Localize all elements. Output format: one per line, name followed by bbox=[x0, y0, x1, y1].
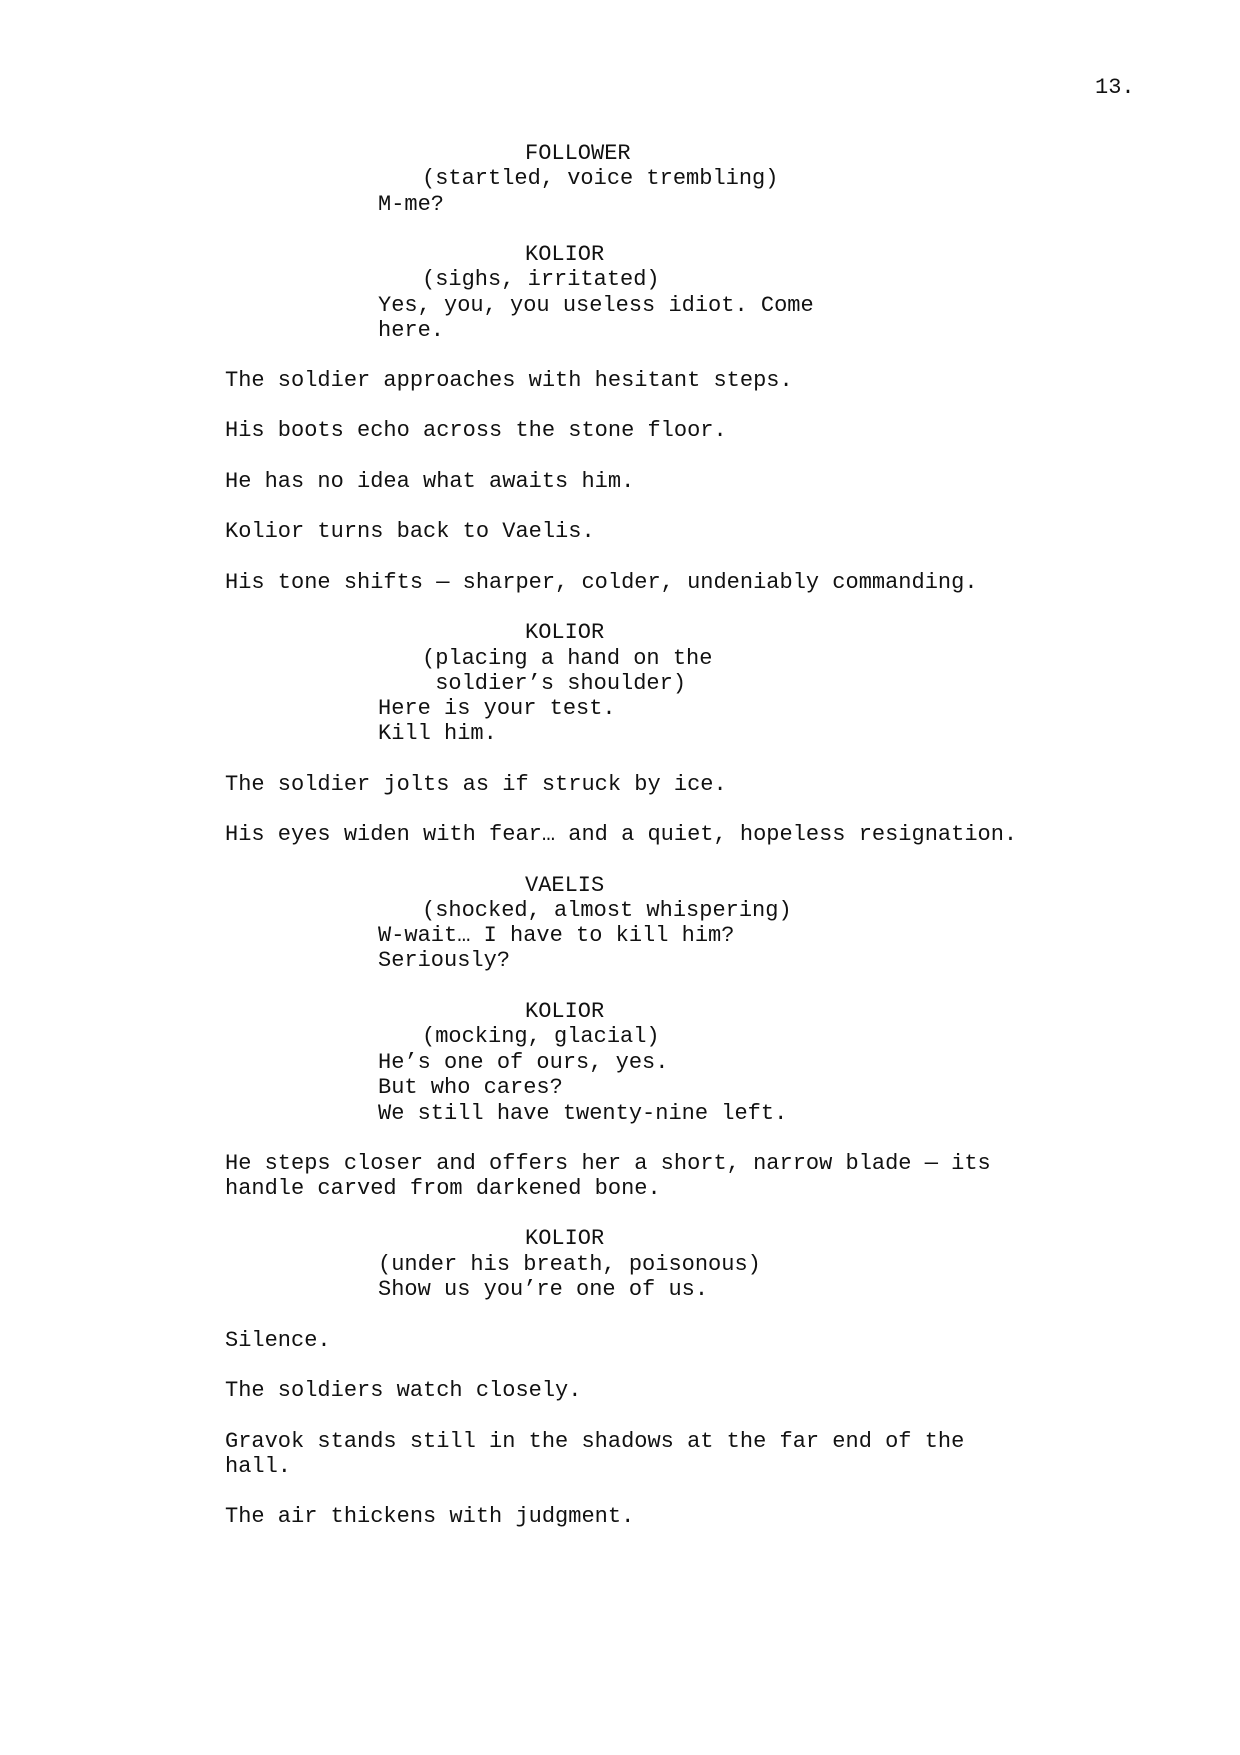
parenthetical-startled: (startled, voice trembling) bbox=[422, 166, 779, 191]
character-cue-kolior: KOLIOR bbox=[525, 999, 605, 1024]
action-eyes-widen: His eyes widen with fear… and a quiet, hopeless resignation. bbox=[225, 822, 1018, 847]
action-gravok-stands: Gravok stands still in the shadows at the far end of the hall. bbox=[225, 1429, 965, 1480]
action-silence: Silence. bbox=[225, 1328, 331, 1353]
parenthetical-under-breath: (under his breath, poisonous) bbox=[378, 1252, 761, 1277]
action-tone-shifts: His tone shifts — sharper, colder, undeniably commanding. bbox=[225, 570, 978, 595]
dialogue-kolior-one-of-ours: He’s one of ours, yes. But who cares? We still have twenty-nine left. bbox=[378, 1050, 788, 1126]
dialogue-vaelis-wait: W-wait… I have to kill him? Seriously? bbox=[378, 923, 735, 974]
parenthetical-mocking: (mocking, glacial) bbox=[422, 1024, 660, 1049]
character-cue-vaelis: VAELIS bbox=[525, 873, 605, 898]
character-cue-kolior: KOLIOR bbox=[525, 242, 605, 267]
action-offers-blade: He steps closer and offers her a short, narrow blade — its handle carved from darkened bone. bbox=[225, 1151, 991, 1202]
character-cue-follower: FOLLOWER bbox=[525, 141, 631, 166]
action-soldiers-watch: The soldiers watch closely. bbox=[225, 1378, 582, 1403]
action-soldier-jolts: The soldier jolts as if struck by ice. bbox=[225, 772, 727, 797]
dialogue-kolior-show-us: Show us you’re one of us. bbox=[378, 1277, 709, 1302]
dialogue-follower-me: M-me? bbox=[378, 192, 445, 217]
action-kolior-turns: Kolior turns back to Vaelis. bbox=[225, 519, 595, 544]
page-number: 13. bbox=[1095, 75, 1135, 100]
parenthetical-sighs: (sighs, irritated) bbox=[422, 267, 660, 292]
character-cue-kolior: KOLIOR bbox=[525, 1226, 605, 1251]
action-boots-echo: His boots echo across the stone floor. bbox=[225, 418, 727, 443]
action-soldier-approaches: The soldier approaches with hesitant steps. bbox=[225, 368, 793, 393]
action-no-idea: He has no idea what awaits him. bbox=[225, 469, 635, 494]
character-cue-kolior: KOLIOR bbox=[525, 620, 605, 645]
parenthetical-placing-hand: (placing a hand on the soldier’s shoulder) bbox=[422, 646, 713, 697]
action-air-thickens: The air thickens with judgment. bbox=[225, 1504, 635, 1529]
dialogue-kolior-come-here: Yes, you, you useless idiot. Come here. bbox=[378, 293, 814, 344]
parenthetical-shocked: (shocked, almost whispering) bbox=[422, 898, 792, 923]
dialogue-kolior-test: Here is your test. Kill him. bbox=[378, 696, 616, 747]
